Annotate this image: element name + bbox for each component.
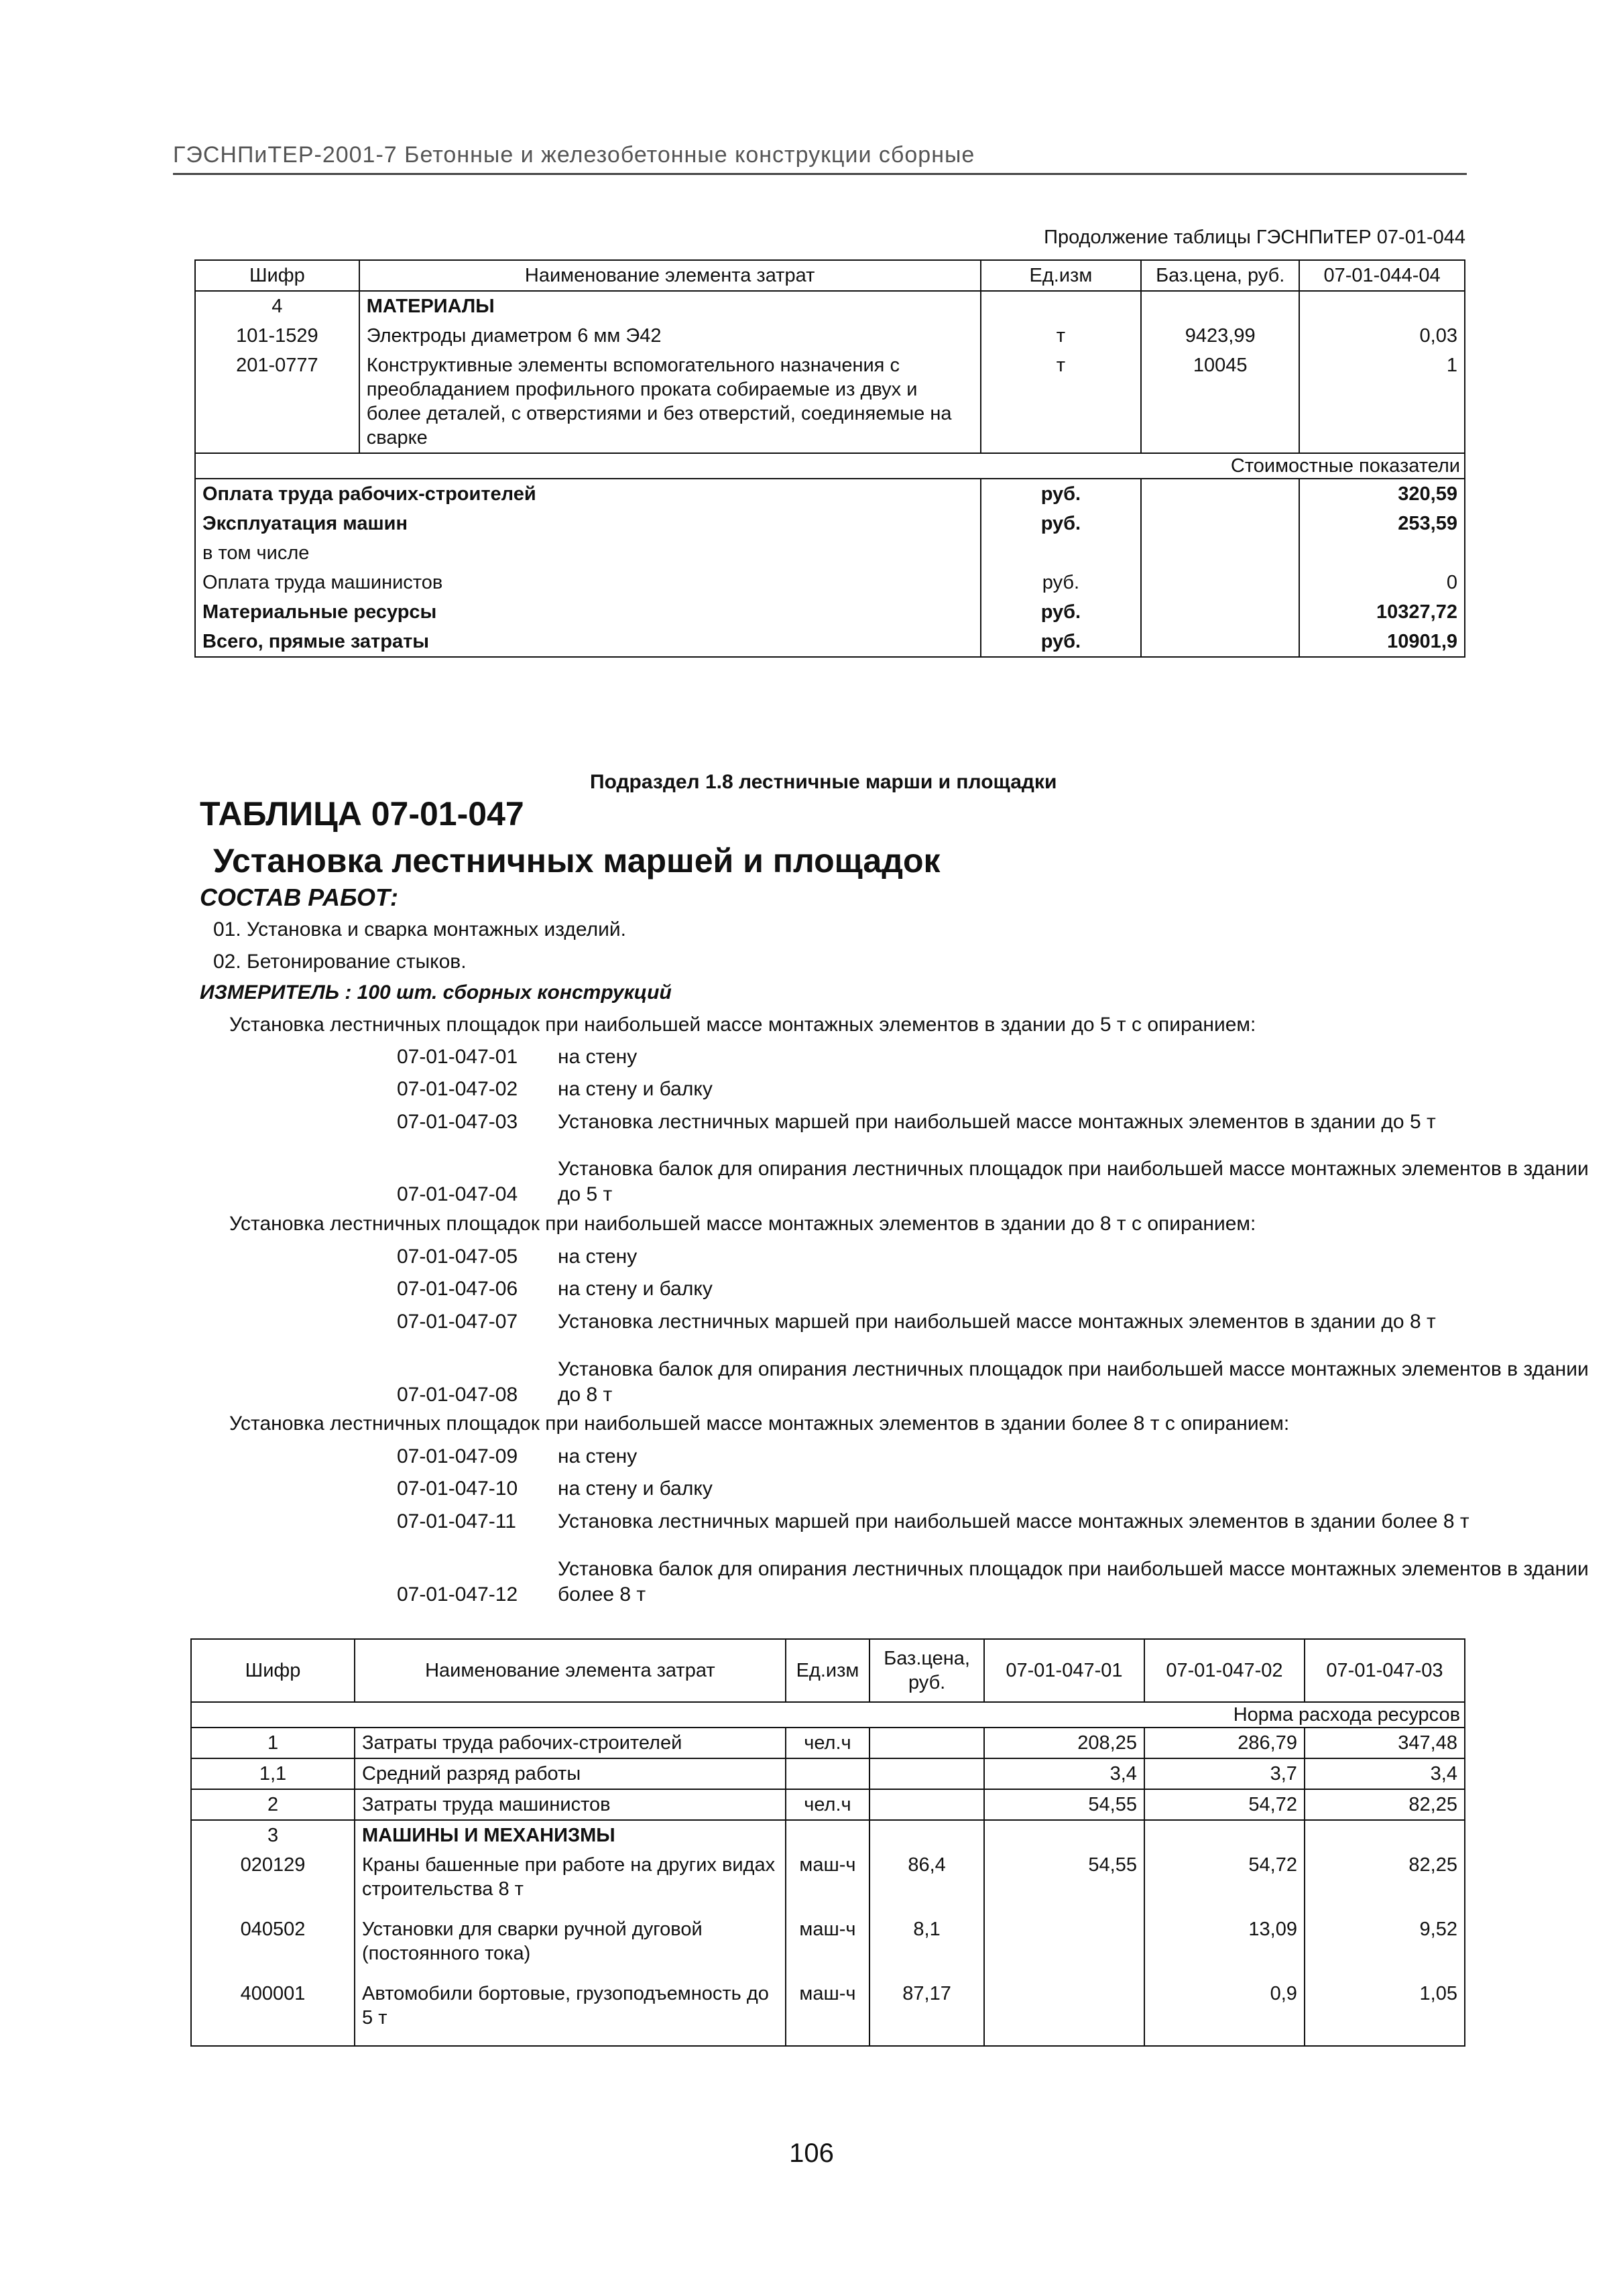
cell-price (869, 1789, 984, 1820)
cell-value (984, 1820, 1144, 1850)
item-code: 07-01-047-05 (397, 1246, 518, 1268)
summary-row (195, 627, 1465, 657)
cell-value: 1 (1299, 351, 1465, 453)
cell-code: 3 (191, 1820, 355, 1850)
continuation-note: Продолжение таблицы ГЭСНПиТЕР 07-01-044 (1044, 227, 1465, 248)
summary-unit: руб. (981, 509, 1142, 538)
resources-table (190, 1638, 1465, 2047)
meter: ИЗМЕРИТЕЛЬ : 100 шт. сборных конструкций (200, 981, 672, 1004)
summary-row (195, 538, 1465, 568)
table-row (191, 1728, 1465, 1758)
summary-empty (1141, 627, 1299, 657)
cell-price: 87,17 (869, 1979, 984, 2046)
cell-unit: чел.ч (786, 1728, 870, 1758)
cell-value: 1,05 (1305, 1979, 1465, 2046)
item-text-line1: Установка балок для опирания лестничных площадок при наибольшей массе монтажных элементов в здании (558, 1158, 1589, 1180)
summary-value: 10901,9 (1299, 627, 1465, 657)
table-row (195, 321, 1465, 351)
summary-unit: руб. (981, 479, 1142, 509)
cell-name: Установки для сварки ручной дуговой (постоянного тока) (355, 1915, 786, 1979)
cell-value: 82,25 (1305, 1850, 1465, 1915)
summary-row (195, 509, 1465, 538)
cell-value: 286,79 (1144, 1728, 1305, 1758)
subsection-title: Подраздел 1.8 лестничные марши и площадки (590, 771, 1057, 793)
cell-price: 86,4 (869, 1850, 984, 1915)
cell-name: Конструктивные элементы вспомогательного назначения с преобладанием профильного проката собираемые из двух и более деталей, с отверстиями и без отверстий, соединяемые на сварке (359, 351, 981, 453)
summary-value: 0 (1299, 568, 1465, 597)
running-header: ГЭСНПиТЕР-2001-7 Бетонные и железобетонные конструкции сборные (173, 142, 975, 168)
item-text: Установка лестничных маршей при наибольшей массе монтажных элементов в здании более 8 т (558, 1510, 1469, 1532)
cell-code: 040502 (191, 1915, 355, 1979)
cell-code: 4 (195, 291, 359, 321)
table-row (191, 1789, 1465, 1820)
table-row (195, 351, 1465, 453)
work-heading: СОСТАВ РАБОТ: (200, 884, 398, 911)
cell-value (1305, 1820, 1465, 1850)
cell-unit: чел.ч (786, 1789, 870, 1820)
cell-code: 2 (191, 1789, 355, 1820)
item-code: 07-01-047-01 (397, 1046, 518, 1068)
cell-value (984, 1915, 1144, 1979)
cell-name: МАТЕРИАЛЫ (359, 291, 981, 321)
header-col3: 07-01-047-03 (1305, 1639, 1465, 1702)
cell-name: МАШИНЫ И МЕХАНИЗМЫ (355, 1820, 786, 1850)
summary-label: в том числе (195, 538, 981, 568)
cell-value: 208,25 (984, 1728, 1144, 1758)
cell-name: Электроды диаметром 6 мм Э42 (359, 321, 981, 351)
page-number: 106 (789, 2138, 834, 2168)
header-code: Шифр (191, 1639, 355, 1702)
cell-unit (786, 1758, 870, 1789)
item-code: 07-01-047-09 (397, 1445, 518, 1467)
cell-unit: т (981, 351, 1142, 453)
summary-label: Материальные ресурсы (195, 597, 981, 627)
table-row (191, 1850, 1465, 1915)
table-header-row (195, 260, 1465, 291)
main-title: Установка лестничных маршей и площадок (213, 842, 941, 880)
item-code: 07-01-047-03 (397, 1111, 518, 1133)
header-name: Наименование элемента затрат (359, 260, 981, 291)
group-intro: Установка лестничных площадок при наибольшей массе монтажных элементов в здании до 5 т с опиранием: (229, 1014, 1256, 1036)
cell-price: 9423,99 (1141, 321, 1299, 351)
header-divider (173, 173, 1467, 175)
cell-value: 54,72 (1144, 1850, 1305, 1915)
cell-value: 0,9 (1144, 1979, 1305, 2046)
cell-value: 9,52 (1305, 1915, 1465, 1979)
cell-unit: маш-ч (786, 1979, 870, 2046)
cell-code: 020129 (191, 1850, 355, 1915)
cell-code: 1,1 (191, 1758, 355, 1789)
cell-price (869, 1820, 984, 1850)
cell-unit: т (981, 321, 1142, 351)
cell-value: 3,7 (1144, 1758, 1305, 1789)
cell-value: 3,4 (984, 1758, 1144, 1789)
summary-unit: руб. (981, 568, 1142, 597)
item-text: на стену и балку (558, 1477, 713, 1500)
header-unit: Ед.изм (786, 1639, 870, 1702)
cell-code: 400001 (191, 1979, 355, 2046)
item-text-line1: Установка балок для опирания лестничных площадок при наибольшей массе монтажных элементов в здании (558, 1358, 1589, 1380)
group-intro: Установка лестничных площадок при наибольшей массе монтажных элементов в здании более 8 т с опиранием: (229, 1412, 1290, 1435)
cell-value: 13,09 (1144, 1915, 1305, 1979)
table-row (195, 291, 1465, 321)
summary-empty (1141, 509, 1299, 538)
summary-value: 253,59 (1299, 509, 1465, 538)
work-item: 02. Бетонирование стыков. (213, 951, 467, 973)
item-text-line2: до 5 т (558, 1183, 613, 1205)
cost-header-row (195, 453, 1465, 479)
summary-unit: руб. (981, 627, 1142, 657)
cell-value: 82,25 (1305, 1789, 1465, 1820)
summary-label: Эксплуатация машин (195, 509, 981, 538)
summary-label: Оплата труда машинистов (195, 568, 981, 597)
summary-empty (1141, 597, 1299, 627)
table-row (191, 1915, 1465, 1979)
cell-price (869, 1728, 984, 1758)
cell-price (869, 1758, 984, 1789)
work-item: 01. Установка и сварка монтажных изделий. (213, 918, 626, 941)
cell-name: Затраты труда машинистов (355, 1789, 786, 1820)
summary-empty (1141, 538, 1299, 568)
summary-row (195, 568, 1465, 597)
cell-value: 347,48 (1305, 1728, 1465, 1758)
table-row (191, 1979, 1465, 2046)
summary-unit: руб. (981, 597, 1142, 627)
header-col2: 07-01-047-02 (1144, 1639, 1305, 1702)
item-code: 07-01-047-10 (397, 1477, 518, 1500)
cell-code: 1 (191, 1728, 355, 1758)
item-text: Установка лестничных маршей при наибольшей массе монтажных элементов в здании до 5 т (558, 1111, 1436, 1133)
cell-price (1141, 291, 1299, 321)
item-code: 07-01-047-08 (397, 1384, 518, 1406)
norm-header-row (191, 1702, 1465, 1728)
item-text: Установка лестничных маршей при наибольшей массе монтажных элементов в здании до 8 т (558, 1311, 1436, 1333)
table-row (191, 1820, 1465, 1850)
table-row (191, 1758, 1465, 1789)
cell-code: 201-0777 (195, 351, 359, 453)
header-value: 07-01-044-04 (1299, 260, 1465, 291)
cell-name: Средний разряд работы (355, 1758, 786, 1789)
summary-value (1299, 538, 1465, 568)
item-text: на стену и балку (558, 1278, 713, 1300)
item-code: 07-01-047-12 (397, 1583, 518, 1606)
table-header-row (191, 1639, 1465, 1702)
cell-unit: маш-ч (786, 1850, 870, 1915)
summary-row (195, 597, 1465, 627)
cell-unit (786, 1820, 870, 1850)
cell-price: 8,1 (869, 1915, 984, 1979)
cell-value: 3,4 (1305, 1758, 1465, 1789)
cell-value (984, 1979, 1144, 2046)
cell-unit: маш-ч (786, 1915, 870, 1979)
continuation-table (194, 259, 1465, 658)
header-price: Баз.цена, руб. (1141, 260, 1299, 291)
cell-value: 54,55 (984, 1850, 1144, 1915)
item-text: на стену (558, 1046, 638, 1068)
table-title: ТАБЛИЦА 07-01-047 (200, 795, 524, 833)
group-intro: Установка лестничных площадок при наибольшей массе монтажных элементов в здании до 8 т с опиранием: (229, 1213, 1256, 1235)
cell-unit (981, 291, 1142, 321)
cell-value: 54,55 (984, 1789, 1144, 1820)
item-code: 07-01-047-11 (397, 1510, 516, 1532)
summary-value: 320,59 (1299, 479, 1465, 509)
cell-code: 101-1529 (195, 321, 359, 351)
header-name: Наименование элемента затрат (355, 1639, 786, 1702)
header-price: Баз.цена, руб. (869, 1639, 984, 1702)
item-code: 07-01-047-02 (397, 1078, 518, 1100)
summary-label: Всего, прямые затраты (195, 627, 981, 657)
cell-name: Затраты труда рабочих-строителей (355, 1728, 786, 1758)
item-text-line2: более 8 т (558, 1583, 646, 1606)
summary-empty (1141, 568, 1299, 597)
header-col1: 07-01-047-01 (984, 1639, 1144, 1702)
cell-name: Автомобили бортовые, грузоподъемность до 5 т (355, 1979, 786, 2046)
summary-row (195, 479, 1465, 509)
item-code: 07-01-047-06 (397, 1278, 518, 1300)
summary-value: 10327,72 (1299, 597, 1465, 627)
item-text-line1: Установка балок для опирания лестничных площадок при наибольшей массе монтажных элементов в здании (558, 1558, 1589, 1580)
item-code: 07-01-047-07 (397, 1311, 518, 1333)
summary-empty (1141, 479, 1299, 509)
summary-unit (981, 538, 1142, 568)
cell-value (1299, 291, 1465, 321)
item-text: на стену (558, 1445, 638, 1467)
item-text-line2: до 8 т (558, 1384, 613, 1406)
summary-label: Оплата труда рабочих-строителей (195, 479, 981, 509)
cell-price: 10045 (1141, 351, 1299, 453)
norm-header: Норма расхода ресурсов (191, 1702, 1465, 1728)
cell-value: 0,03 (1299, 321, 1465, 351)
cell-value: 54,72 (1144, 1789, 1305, 1820)
cell-name: Краны башенные при работе на других видах строительства 8 т (355, 1850, 786, 1915)
header-code: Шифр (195, 260, 359, 291)
cell-value (1144, 1820, 1305, 1850)
cost-header: Стоимостные показатели (195, 453, 1465, 479)
item-text: на стену (558, 1246, 638, 1268)
item-code: 07-01-047-04 (397, 1183, 518, 1205)
header-unit: Ед.изм (981, 260, 1142, 291)
item-text: на стену и балку (558, 1078, 713, 1100)
